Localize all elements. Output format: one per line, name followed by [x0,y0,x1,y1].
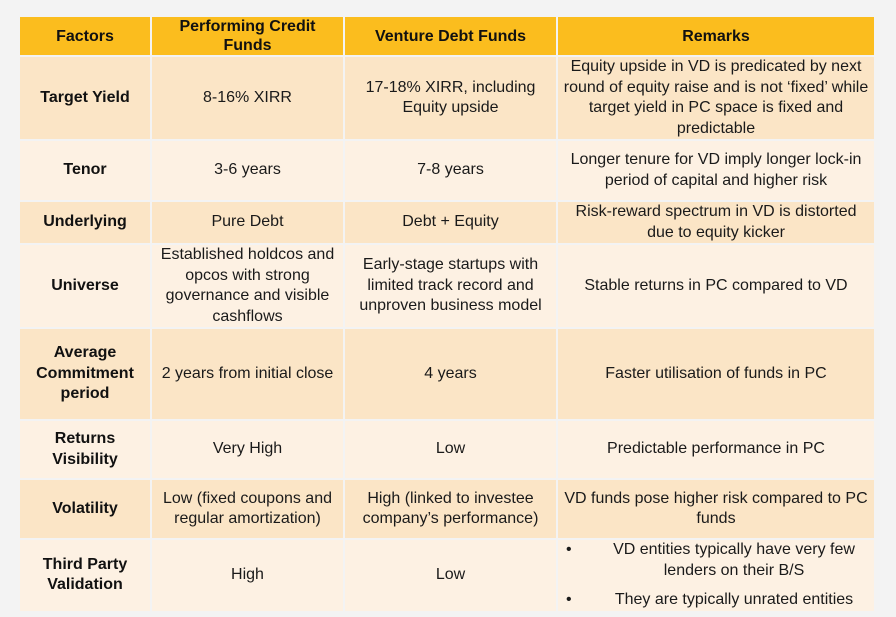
pc-cell: 2 years from initial close [152,329,343,419]
header-venture-debt: Venture Debt Funds [345,17,556,55]
pc-cell: Established holdcos and opcos with strong governance and visible cashflows [152,245,343,327]
vd-cell: 4 years [345,329,556,419]
row-target-yield [20,57,874,139]
row-third-party-validation [20,540,874,611]
vd-cell: Low [345,540,556,611]
remarks-cell [558,540,874,611]
remarks-bullet-list [562,540,870,611]
header-row [20,17,874,55]
factor-cell: Third Party Validation [20,540,150,611]
vd-cell: 17-18% XIRR, including Equity upside [345,57,556,139]
remarks-cell: Equity upside in VD is predicated by next round of equity raise and is not ‘fixed’ while target yield in PC space is fixed and predictable [558,57,874,139]
factor-cell: Tenor [20,141,150,200]
remarks-cell: Faster utilisation of funds in PC [558,329,874,419]
vd-cell: Low [345,421,556,478]
factor-cell: Target Yield [20,57,150,139]
vd-cell: Early-stage startups with limited track record and unproven business model [345,245,556,327]
header-factors: Factors [20,17,150,55]
row-tenor [20,141,874,200]
pc-cell: Very High [152,421,343,478]
comparison-table [18,15,876,613]
row-volatility [20,480,874,538]
remarks-cell: Risk-reward spectrum in VD is distorted due to equity kicker [558,202,874,243]
header-performing-credit: Performing Credit Funds [152,17,343,55]
row-underlying [20,202,874,243]
remarks-bullet-item: • They are typically unrated entities [562,590,870,611]
remarks-cell: Stable returns in PC compared to VD [558,245,874,327]
header-remarks: Remarks [558,17,874,55]
pc-cell: 8-16% XIRR [152,57,343,139]
pc-cell: Pure Debt [152,202,343,243]
vd-cell: 7-8 years [345,141,556,200]
vd-cell: High (linked to investee company’s performance) [345,480,556,538]
pc-cell: High [152,540,343,611]
factor-cell: Average Commitment period [20,329,150,419]
row-average-commitment [20,329,874,419]
row-universe [20,245,874,327]
factor-cell: Underlying [20,202,150,243]
remarks-cell: Longer tenure for VD imply longer lock-in period of capital and higher risk [558,141,874,200]
remarks-cell: VD funds pose higher risk compared to PC funds [558,480,874,538]
pc-cell: Low (fixed coupons and regular amortization) [152,480,343,538]
vd-cell: Debt + Equity [345,202,556,243]
pc-cell: 3-6 years [152,141,343,200]
row-returns-visibility [20,421,874,478]
remarks-bullet-item: • VD entities typically have very few lenders on their B/S [562,540,870,581]
remarks-cell: Predictable performance in PC [558,421,874,478]
factor-cell: Volatility [20,480,150,538]
factor-cell: Universe [20,245,150,327]
factor-cell: Returns Visibility [20,421,150,478]
